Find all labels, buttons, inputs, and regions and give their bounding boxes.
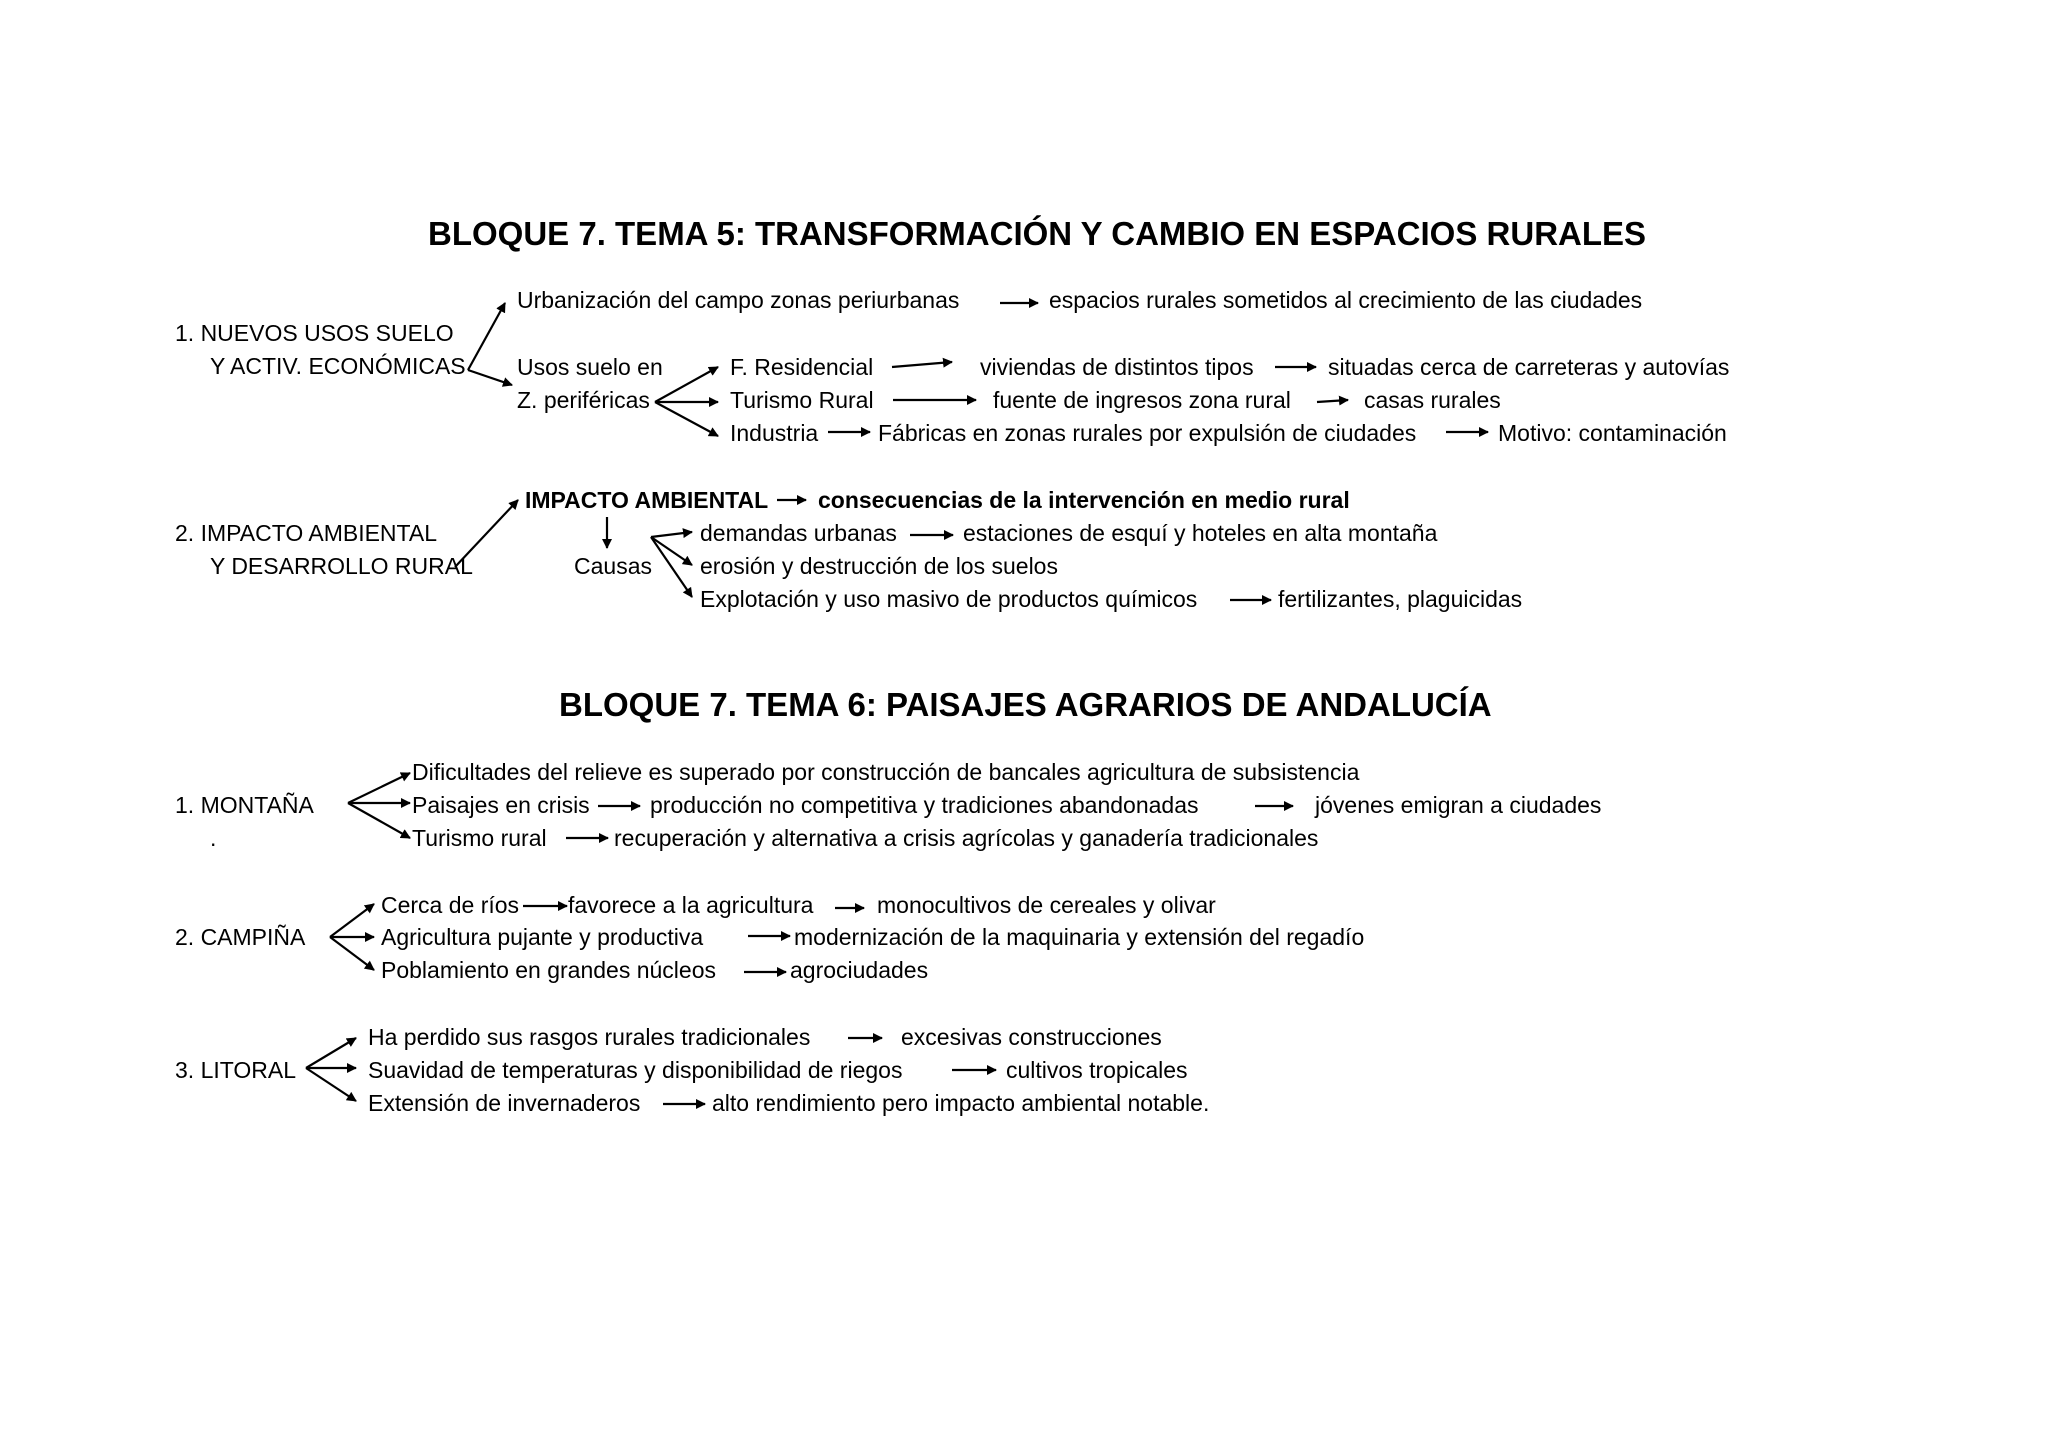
causas-node: Causas bbox=[574, 553, 652, 579]
arrow bbox=[655, 402, 718, 436]
turismo-result-1: fuente de ingresos zona rural bbox=[993, 387, 1291, 413]
s1-label-line1: 1. NUEVOS USOS SUELO bbox=[175, 320, 454, 346]
litoral-item-1: Ha perdido sus rasgos rurales tradicionales bbox=[368, 1024, 811, 1050]
litoral-item-3-result: alto rendimiento pero impacto ambiental notable. bbox=[712, 1090, 1210, 1116]
arrow bbox=[330, 904, 374, 937]
s2-label-line1: 2. IMPACTO AMBIENTAL bbox=[175, 520, 438, 546]
impacto-node: IMPACTO AMBIENTAL bbox=[525, 487, 769, 513]
litoral-item-1-result: excesivas construcciones bbox=[901, 1024, 1162, 1050]
usos-node-line2: Z. periféricas bbox=[517, 387, 650, 413]
s2-label-line2: Y DESARROLLO RURAL bbox=[210, 553, 473, 579]
erosion-node: erosión y destrucción de los suelos bbox=[700, 553, 1058, 579]
urbanizacion-result: espacios rurales sometidos al crecimiento de las ciudades bbox=[1049, 287, 1643, 313]
arrow bbox=[306, 1068, 356, 1101]
arrow bbox=[468, 303, 505, 370]
arrow bbox=[330, 937, 374, 970]
campina-item-2: Agricultura pujante y productiva bbox=[381, 924, 704, 950]
explotacion-node: Explotación y uso masivo de productos químicos bbox=[700, 586, 1198, 612]
campina-label: 2. CAMPIÑA bbox=[175, 924, 306, 950]
campina-item-3: Poblamiento en grandes núcleos bbox=[381, 957, 717, 983]
montana-item-3-result: recuperación y alternativa a crisis agrícolas y ganadería tradicionales bbox=[614, 825, 1319, 851]
campina-item-3-result: agrociudades bbox=[790, 957, 929, 983]
demandas-node: demandas urbanas bbox=[700, 520, 897, 546]
montana-item-1: Dificultades del relieve es superado por construcción de bancales agricultura de subsistencia bbox=[412, 759, 1360, 785]
montana-dot: . bbox=[210, 825, 217, 851]
litoral-item-3: Extensión de invernaderos bbox=[368, 1090, 641, 1116]
arrow bbox=[348, 803, 410, 838]
arrow bbox=[651, 537, 692, 565]
litoral-label: 3. LITORAL bbox=[175, 1057, 297, 1083]
arrow bbox=[306, 1038, 356, 1068]
arrow bbox=[1317, 400, 1348, 402]
arrow bbox=[655, 367, 718, 402]
campina-item-1-result-1: favorece a la agricultura bbox=[568, 892, 814, 918]
arrow bbox=[651, 537, 692, 597]
residencial-node: F. Residencial bbox=[730, 354, 874, 380]
residencial-result-1: viviendas de distintos tipos bbox=[980, 354, 1254, 380]
urbanizacion-node: Urbanización del campo zonas periurbanas bbox=[517, 287, 960, 313]
impacto-result: consecuencias de la intervención en medio rural bbox=[818, 487, 1350, 513]
arrow bbox=[892, 362, 952, 367]
tema6-title: BLOQUE 7. TEMA 6: PAISAJES AGRARIOS DE ANDALUCÍA bbox=[559, 686, 1492, 723]
industria-result-1: Fábricas en zonas rurales por expulsión de ciudades bbox=[878, 420, 1417, 446]
residencial-result-2: situadas cerca de carreteras y autovías bbox=[1328, 354, 1730, 380]
turismo-result-2: casas rurales bbox=[1364, 387, 1501, 413]
tema5-title: BLOQUE 7. TEMA 5: TRANSFORMACIÓN Y CAMBIO EN ESPACIOS RURALES bbox=[428, 215, 1647, 252]
demandas-result: estaciones de esquí y hoteles en alta montaña bbox=[963, 520, 1438, 546]
montana-label: 1. MONTAÑA bbox=[175, 792, 314, 818]
litoral-item-2: Suavidad de temperaturas y disponibilidad de riegos bbox=[368, 1057, 903, 1083]
arrow bbox=[468, 370, 512, 385]
industria-result-2: Motivo: contaminación bbox=[1498, 420, 1727, 446]
s1-label-line2: Y ACTIV. ECONÓMICAS bbox=[210, 353, 466, 379]
arrow bbox=[651, 532, 692, 537]
litoral-item-2-result: cultivos tropicales bbox=[1006, 1057, 1188, 1083]
explotacion-result: fertilizantes, plaguicidas bbox=[1278, 586, 1523, 612]
turismo-node: Turismo Rural bbox=[730, 387, 874, 413]
campina-item-2-result: modernización de la maquinaria y extensión del regadío bbox=[794, 924, 1365, 950]
montana-item-2-result-2: jóvenes emigran a ciudades bbox=[1315, 792, 1602, 818]
usos-node-line1: Usos suelo en bbox=[517, 354, 663, 380]
industria-node: Industria bbox=[730, 420, 819, 446]
montana-item-3: Turismo rural bbox=[412, 825, 547, 851]
campina-item-1: Cerca de ríos bbox=[381, 892, 520, 918]
montana-item-2: Paisajes en crisis bbox=[412, 792, 590, 818]
arrow bbox=[348, 773, 410, 803]
montana-item-2-result-1: producción no competitiva y tradiciones abandonadas bbox=[650, 792, 1199, 818]
campina-item-1-result-2: monocultivos de cereales y olivar bbox=[877, 892, 1216, 918]
